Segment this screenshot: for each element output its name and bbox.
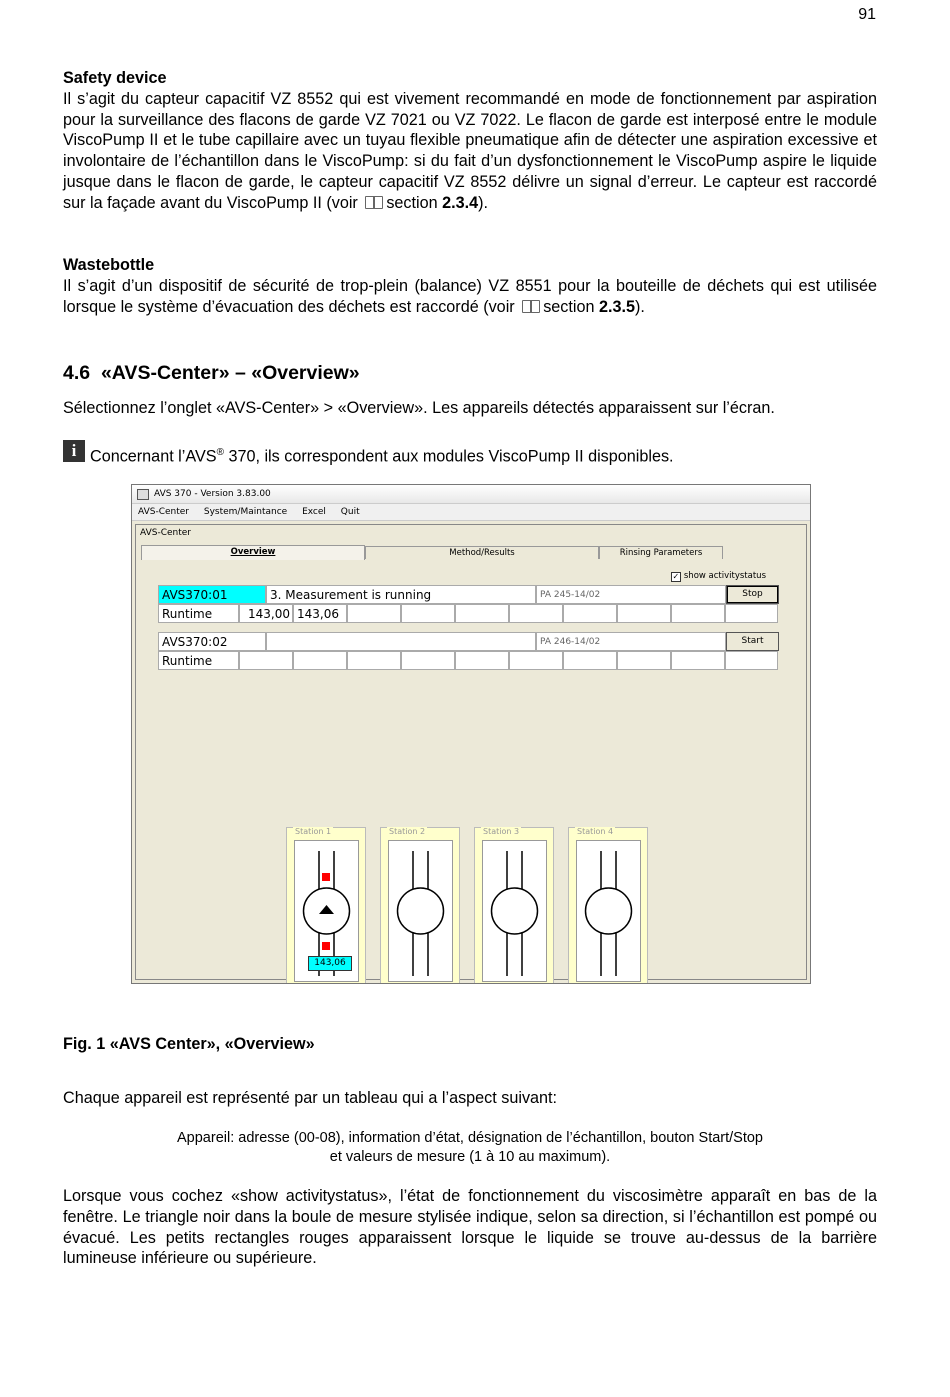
station-label: Station 2 [389, 827, 426, 836]
runtime-value [671, 604, 725, 623]
tab-method-results[interactable]: Method/Results [365, 546, 599, 559]
safety-close: ). [478, 193, 489, 212]
runtime-value [509, 604, 563, 623]
runtime-value: 143,06 [293, 604, 347, 623]
runtime-value [563, 651, 617, 670]
runtime-value [455, 604, 509, 623]
runtime-row [158, 604, 780, 623]
tab-rinsing-parameters[interactable]: Rinsing Parameters [599, 546, 723, 559]
menu-system[interactable]: System/Maintance [203, 507, 288, 517]
runtime-label: Runtime [158, 604, 239, 623]
runtime-value [401, 604, 455, 623]
app-icon [137, 489, 149, 500]
tab-bar [139, 546, 803, 560]
runtime-value [725, 651, 778, 670]
waste-ref[interactable]: 2.3.5 [598, 297, 635, 316]
device-status-row [158, 632, 780, 651]
device-sample: PA 245-14/02 [536, 585, 726, 604]
safety-text: Il s’agit du capteur capacitif VZ 8552 qui est vivement recommandé en mode de fonctionnement par aspiration pour la surveillance des flacons de garde VZ 7021 ou VZ 7022. Le flacon de garde est interposé entre le module ViscoPump II et le tube capillaire avec un tuyau flexible pneumatique afin de détecter une aspiration excessive et involontaire de l’échantillon dans le ViscoPump: si du fait d’un dysfonctionnement le ViscoPump aspire le liquide jusque dans le flacon de garde, le capteur capacitif VZ 8552 délivre un signal d’erreur. Le capteur est raccordé sur la façade avant du ViscoPump II (voir [63, 89, 877, 212]
note-text-b: 370, ils correspondent aux modules ViscoPump II disponibles. [223, 447, 674, 466]
station-3 [474, 827, 554, 984]
station-4 [568, 827, 648, 984]
indented-line-1: Appareil: adresse (00-08), information d’état, désignation de l’échantillon, bouton Start/Stop [177, 1130, 763, 1146]
station-graphic [294, 840, 359, 982]
avs-center-panel [135, 524, 807, 980]
device-address: AVS370:01 [158, 585, 266, 604]
runtime-value: 143,00 [239, 604, 293, 623]
menu-avs-center[interactable]: AVS-Center [138, 507, 189, 517]
station-label: Station 4 [577, 827, 614, 836]
safety-section-word: section [386, 193, 438, 212]
device-address: AVS370:02 [158, 632, 266, 651]
window-title: AVS 370 - Version 3.83.00 [154, 489, 271, 499]
show-activity-label: show activitystatus [683, 571, 766, 581]
paragraph-activity-status: Lorsque vous cochez «show activitystatus», l’état de fonctionnement du viscosimètre apparaît en bas de la fenêtre. Le triangle noir dans la boule de mesure stylisée indique, selon sa direction, si l’échantillon est pompé ou évacué. Les petits rectangles rouges apparaissent lorsque le liquide se trouve au-dessus de la barrière lumineuse inférieure ou supérieure. [63, 1187, 877, 1268]
paragraph-device-table: Chaque appareil est représenté par un tableau qui a l’aspect suivant: [63, 1089, 558, 1107]
device-status: 3. Measurement is running [266, 585, 536, 604]
page-number: 91 [858, 6, 876, 23]
figure-caption [63, 1035, 315, 1054]
section-number: 4.6 [63, 362, 91, 384]
menu-excel[interactable]: Excel [302, 507, 326, 517]
checkbox-checked-icon: ✓ [672, 572, 680, 581]
indented-line-2: et valeurs de mesure (1 à 10 au maximum). [329, 1149, 611, 1165]
station-2 [380, 827, 460, 984]
runtime-value [347, 651, 401, 670]
section-title: «AVS-Center» – «Overview» [100, 362, 360, 384]
panel-title: AVS-Center [140, 528, 191, 538]
runtime-value [293, 651, 347, 670]
info-note [90, 443, 880, 467]
runtime-value [617, 651, 671, 670]
runtime-value [563, 604, 617, 623]
show-activity-checkbox[interactable] [671, 571, 766, 582]
book-icon [522, 300, 540, 313]
note-text-a: Concernant l’AVS [90, 447, 217, 466]
section-intro: Sélectionnez l’onglet «AVS-Center» > «Overview». Les appareils détectés apparaissent sur l’écran. [63, 399, 775, 417]
waste-text: Il s’agit d’un dispositif de sécurité de trop-plein (balance) VZ 8551 pour la bouteille de déchets qui est utilisée lorsque le système d’évacuation des déchets est raccordé (voir [63, 276, 877, 316]
waste-close: ). [635, 297, 645, 316]
window-titlebar [132, 485, 810, 504]
viscometer-bulb-icon [577, 841, 640, 981]
runtime-value [509, 651, 563, 670]
station-graphic [576, 840, 641, 982]
book-icon [365, 196, 383, 209]
station-value: 143,06 [308, 956, 352, 971]
station-label: Station 1 [295, 827, 332, 836]
waste-section-word: section [543, 297, 595, 316]
stop-button[interactable]: Stop [726, 585, 779, 604]
figure-title: «AVS Center», «Overview» [105, 1035, 315, 1053]
runtime-value [347, 604, 401, 623]
menu-bar [132, 504, 810, 521]
device-sample: PA 246-14/02 [536, 632, 726, 651]
station-graphic [388, 840, 453, 982]
start-button[interactable]: Start [726, 632, 779, 651]
runtime-value [401, 651, 455, 670]
runtime-value [671, 651, 725, 670]
waste-section [63, 255, 877, 317]
station-label: Station 3 [483, 827, 520, 836]
safety-section [63, 68, 877, 214]
device-status [266, 632, 536, 651]
device-table-2 [158, 632, 780, 670]
upper-sensor-icon [322, 873, 330, 881]
viscometer-bulb-icon [483, 841, 546, 981]
section-heading [63, 362, 360, 385]
runtime-value [617, 604, 671, 623]
viscometer-bulb-icon [389, 841, 452, 981]
runtime-value [455, 651, 509, 670]
tab-overview-label: Overview [230, 547, 276, 557]
safety-heading: Safety device [63, 69, 167, 87]
app-window [131, 484, 811, 984]
safety-ref[interactable]: 2.3.4 [442, 193, 479, 212]
station-graphic [482, 840, 547, 982]
info-icon: i [63, 440, 85, 462]
menu-quit[interactable]: Quit [340, 507, 360, 517]
registered-mark: ® [216, 447, 224, 458]
station-1 [286, 827, 366, 984]
lower-sensor-icon [322, 942, 330, 950]
runtime-value [239, 651, 293, 670]
figure-number: Fig. 1 [63, 1035, 106, 1053]
runtime-label: Runtime [158, 651, 239, 670]
runtime-value [725, 604, 778, 623]
waste-heading: Wastebottle [63, 256, 155, 274]
device-status-row [158, 585, 780, 604]
tab-overview[interactable] [141, 545, 365, 560]
runtime-row [158, 651, 780, 670]
device-table-1 [158, 585, 780, 623]
